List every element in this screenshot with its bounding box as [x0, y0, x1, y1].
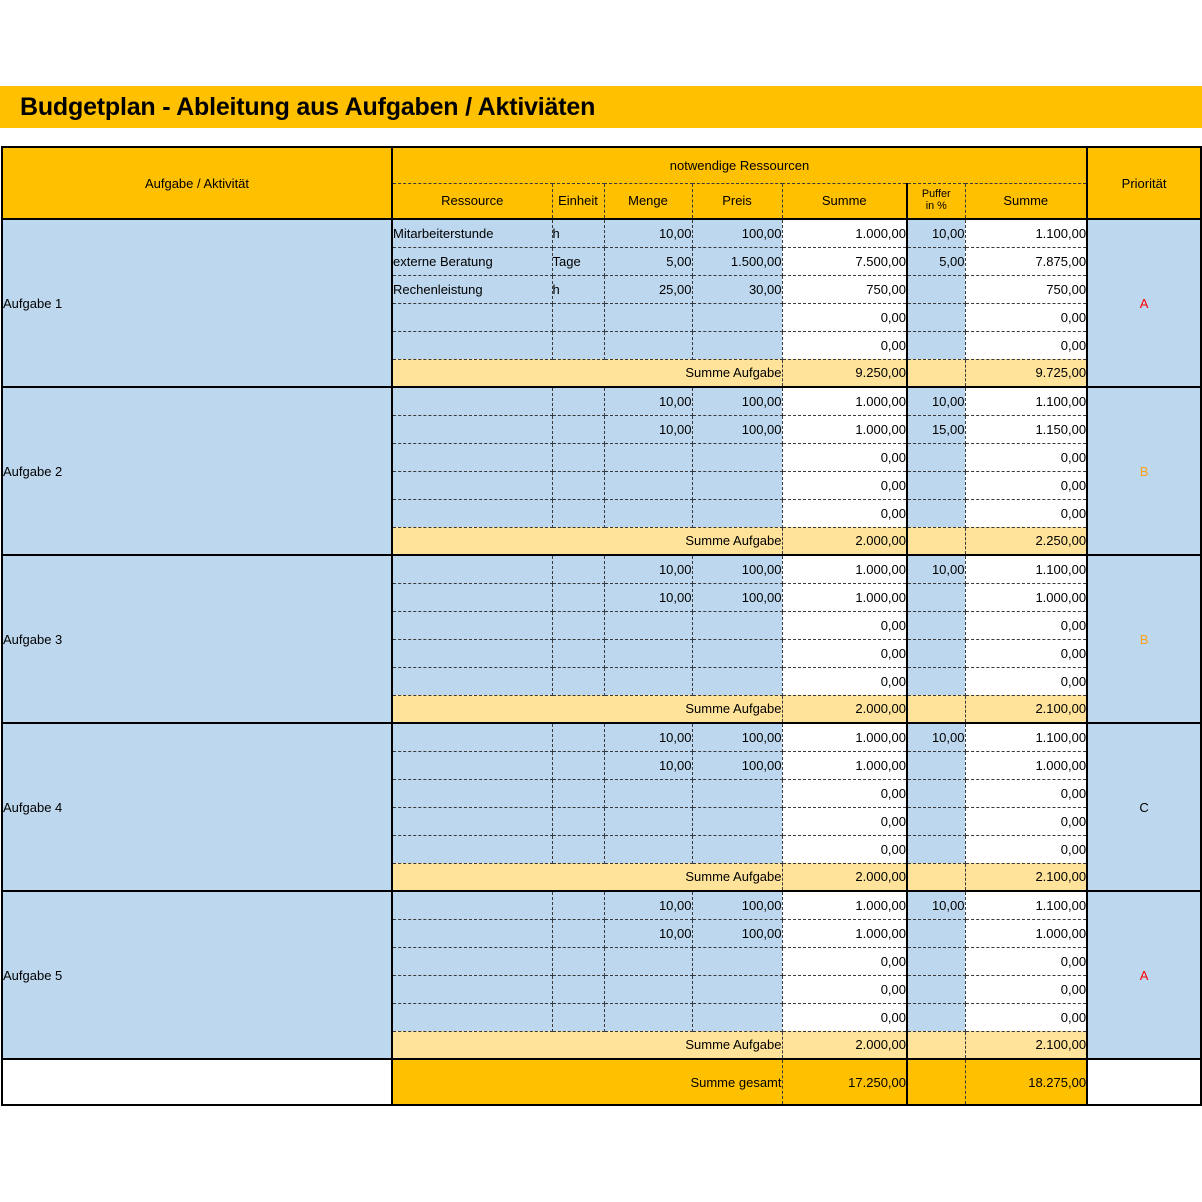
- cell-price[interactable]: [692, 443, 782, 471]
- cell-buffer[interactable]: [907, 751, 965, 779]
- cell-sum-buffered[interactable]: 0,00: [965, 331, 1087, 359]
- cell-sum[interactable]: 0,00: [782, 611, 907, 639]
- cell-sum[interactable]: 1.000,00: [782, 387, 907, 415]
- cell-quantity[interactable]: 10,00: [604, 219, 692, 247]
- cell-price[interactable]: [692, 471, 782, 499]
- cell-buffer[interactable]: [907, 303, 965, 331]
- header-buffer-line2: in %: [925, 199, 947, 212]
- budget-table: [1, 146, 1202, 1106]
- cell-sum[interactable]: 1.000,00: [782, 583, 907, 611]
- cell-buffer[interactable]: [907, 1003, 965, 1031]
- cell-resource[interactable]: [392, 667, 552, 695]
- cell-resource[interactable]: [392, 1003, 552, 1031]
- cell-buffer[interactable]: [907, 779, 965, 807]
- header-resource-group: notwendige Ressourcen: [392, 147, 1087, 183]
- cell-unit[interactable]: [552, 751, 604, 779]
- priority-badge[interactable]: B: [1087, 555, 1201, 723]
- task-name-cell[interactable]: Aufgabe 3: [2, 555, 392, 723]
- cell-quantity[interactable]: [604, 499, 692, 527]
- grand-total-label: Summe gesamt: [392, 1059, 782, 1105]
- header-task: Aufgabe / Aktivität: [2, 147, 392, 219]
- cell-sum-buffered[interactable]: 0,00: [965, 443, 1087, 471]
- cell-resource[interactable]: [392, 443, 552, 471]
- cell-quantity[interactable]: [604, 471, 692, 499]
- cell-resource[interactable]: [392, 751, 552, 779]
- cell-price[interactable]: [692, 807, 782, 835]
- cell-sum-buffered[interactable]: 1.000,00: [965, 751, 1087, 779]
- cell-resource[interactable]: Rechenleistung: [392, 275, 552, 303]
- task-name-cell[interactable]: Aufgabe 2: [2, 387, 392, 555]
- task-sum-value: 2.000,00: [782, 527, 907, 555]
- cell-sum[interactable]: 7.500,00: [782, 247, 907, 275]
- cell-sum-buffered[interactable]: 0,00: [965, 667, 1087, 695]
- cell-sum-buffered[interactable]: 1.100,00: [965, 555, 1087, 583]
- cell-buffer[interactable]: 10,00: [907, 723, 965, 751]
- cell-buffer[interactable]: 10,00: [907, 219, 965, 247]
- cell-unit[interactable]: h: [552, 275, 604, 303]
- grand-total-buffer-blank: [907, 1059, 965, 1105]
- cell-sum-buffered[interactable]: 0,00: [965, 975, 1087, 1003]
- task-sum-buffer-blank: [907, 359, 965, 387]
- cell-unit[interactable]: [552, 639, 604, 667]
- cell-quantity[interactable]: [604, 639, 692, 667]
- cell-sum[interactable]: 0,00: [782, 331, 907, 359]
- task-sum-value: 9.250,00: [782, 359, 907, 387]
- cell-unit[interactable]: [552, 835, 604, 863]
- cell-sum-buffered[interactable]: 1.000,00: [965, 583, 1087, 611]
- table-header: [2, 147, 1201, 219]
- cell-unit[interactable]: [552, 415, 604, 443]
- cell-buffer[interactable]: [907, 499, 965, 527]
- cell-buffer[interactable]: [907, 639, 965, 667]
- header-buffer: [907, 183, 965, 219]
- cell-sum-buffered[interactable]: 0,00: [965, 499, 1087, 527]
- cell-price[interactable]: 30,00: [692, 275, 782, 303]
- cell-quantity[interactable]: 5,00: [604, 247, 692, 275]
- priority-badge[interactable]: A: [1087, 891, 1201, 1059]
- cell-sum-buffered[interactable]: 750,00: [965, 275, 1087, 303]
- cell-price[interactable]: 100,00: [692, 555, 782, 583]
- task-sum-buffer-blank: [907, 863, 965, 891]
- cell-sum[interactable]: 750,00: [782, 275, 907, 303]
- cell-buffer[interactable]: [907, 583, 965, 611]
- cell-sum[interactable]: 0,00: [782, 443, 907, 471]
- cell-quantity[interactable]: [604, 975, 692, 1003]
- cell-buffer[interactable]: [907, 275, 965, 303]
- table-row: [2, 891, 1201, 919]
- cell-buffer[interactable]: [907, 835, 965, 863]
- task-sum-label: Summe Aufgabe: [392, 359, 782, 387]
- cell-buffer[interactable]: [907, 443, 965, 471]
- cell-sum[interactable]: 1.000,00: [782, 415, 907, 443]
- cell-resource[interactable]: [392, 499, 552, 527]
- cell-price[interactable]: [692, 639, 782, 667]
- cell-resource[interactable]: externe Beratung: [392, 247, 552, 275]
- cell-buffer[interactable]: [907, 331, 965, 359]
- task-name-cell[interactable]: Aufgabe 1: [2, 219, 392, 387]
- cell-quantity[interactable]: [604, 443, 692, 471]
- cell-quantity[interactable]: 10,00: [604, 891, 692, 919]
- cell-sum-buffered[interactable]: 1.100,00: [965, 219, 1087, 247]
- cell-price[interactable]: [692, 303, 782, 331]
- cell-resource[interactable]: [392, 583, 552, 611]
- cell-resource[interactable]: [392, 387, 552, 415]
- cell-sum-buffered[interactable]: 0,00: [965, 779, 1087, 807]
- cell-sum[interactable]: 0,00: [782, 667, 907, 695]
- cell-buffer[interactable]: 10,00: [907, 387, 965, 415]
- table-row: [2, 555, 1201, 583]
- cell-unit[interactable]: [552, 471, 604, 499]
- cell-buffer[interactable]: 10,00: [907, 891, 965, 919]
- task-sum-label: Summe Aufgabe: [392, 695, 782, 723]
- task-sum-buffer-blank: [907, 1031, 965, 1059]
- header-unit: Einheit: [552, 183, 604, 219]
- cell-quantity[interactable]: [604, 835, 692, 863]
- cell-unit[interactable]: [552, 443, 604, 471]
- task-sum-value: 2.000,00: [782, 695, 907, 723]
- cell-quantity[interactable]: 10,00: [604, 751, 692, 779]
- cell-resource[interactable]: [392, 807, 552, 835]
- cell-price[interactable]: 100,00: [692, 751, 782, 779]
- grand-total-value: 17.250,00: [782, 1059, 907, 1105]
- cell-buffer[interactable]: [907, 807, 965, 835]
- task-sum-value: 2.000,00: [782, 1031, 907, 1059]
- cell-unit[interactable]: [552, 919, 604, 947]
- cell-sum[interactable]: 0,00: [782, 779, 907, 807]
- cell-sum[interactable]: 0,00: [782, 835, 907, 863]
- cell-sum-buffered[interactable]: 0,00: [965, 1003, 1087, 1031]
- cell-quantity[interactable]: [604, 947, 692, 975]
- cell-unit[interactable]: [552, 303, 604, 331]
- cell-unit[interactable]: [552, 387, 604, 415]
- cell-buffer[interactable]: [907, 975, 965, 1003]
- cell-buffer[interactable]: [907, 947, 965, 975]
- cell-buffer[interactable]: 10,00: [907, 555, 965, 583]
- cell-sum[interactable]: 0,00: [782, 947, 907, 975]
- task-sum-label: Summe Aufgabe: [392, 1031, 782, 1059]
- cell-price[interactable]: [692, 1003, 782, 1031]
- cell-quantity[interactable]: [604, 779, 692, 807]
- cell-sum-buffered[interactable]: 0,00: [965, 835, 1087, 863]
- cell-price[interactable]: [692, 611, 782, 639]
- cell-quantity[interactable]: [604, 611, 692, 639]
- cell-sum[interactable]: 1.000,00: [782, 751, 907, 779]
- header-buffer-line1: Puffer: [921, 188, 951, 201]
- cell-price[interactable]: [692, 499, 782, 527]
- table-body: [2, 219, 1201, 1105]
- cell-price[interactable]: 1.500,00: [692, 247, 782, 275]
- task-name-cell[interactable]: Aufgabe 4: [2, 723, 392, 891]
- cell-buffer[interactable]: [907, 919, 965, 947]
- grand-total-priority-blank: [1087, 1059, 1201, 1105]
- grand-total-buffered-value: 18.275,00: [965, 1059, 1087, 1105]
- header-sum: Summe: [782, 183, 907, 219]
- cell-unit[interactable]: [552, 331, 604, 359]
- cell-sum-buffered[interactable]: 1.100,00: [965, 387, 1087, 415]
- cell-price[interactable]: 100,00: [692, 219, 782, 247]
- cell-price[interactable]: 100,00: [692, 415, 782, 443]
- task-sum-buffered-value: 2.100,00: [965, 1031, 1087, 1059]
- cell-buffer[interactable]: 15,00: [907, 415, 965, 443]
- cell-unit[interactable]: [552, 947, 604, 975]
- header-price: Preis: [692, 183, 782, 219]
- cell-sum-buffered[interactable]: 0,00: [965, 471, 1087, 499]
- priority-badge[interactable]: C: [1087, 723, 1201, 891]
- cell-sum[interactable]: 1.000,00: [782, 219, 907, 247]
- cell-unit[interactable]: [552, 611, 604, 639]
- table-row: [2, 219, 1201, 247]
- cell-quantity[interactable]: 10,00: [604, 919, 692, 947]
- cell-unit[interactable]: [552, 555, 604, 583]
- task-sum-label: Summe Aufgabe: [392, 863, 782, 891]
- cell-price[interactable]: [692, 835, 782, 863]
- cell-price[interactable]: 100,00: [692, 891, 782, 919]
- cell-resource[interactable]: [392, 947, 552, 975]
- cell-price[interactable]: [692, 779, 782, 807]
- cell-quantity[interactable]: 10,00: [604, 555, 692, 583]
- cell-buffer[interactable]: [907, 471, 965, 499]
- task-sum-buffered-value: 2.100,00: [965, 863, 1087, 891]
- cell-quantity[interactable]: [604, 1003, 692, 1031]
- task-name-cell[interactable]: Aufgabe 5: [2, 891, 392, 1059]
- priority-badge[interactable]: B: [1087, 387, 1201, 555]
- header-quantity: Menge: [604, 183, 692, 219]
- task-sum-value: 2.000,00: [782, 863, 907, 891]
- cell-resource[interactable]: [392, 303, 552, 331]
- cell-sum-buffered[interactable]: 1.000,00: [965, 919, 1087, 947]
- cell-price[interactable]: 100,00: [692, 583, 782, 611]
- cell-quantity[interactable]: [604, 331, 692, 359]
- cell-resource[interactable]: [392, 891, 552, 919]
- cell-resource[interactable]: [392, 415, 552, 443]
- cell-sum[interactable]: 1.000,00: [782, 555, 907, 583]
- cell-resource[interactable]: [392, 331, 552, 359]
- cell-unit[interactable]: [552, 975, 604, 1003]
- cell-sum[interactable]: 0,00: [782, 303, 907, 331]
- cell-resource[interactable]: [392, 555, 552, 583]
- cell-quantity[interactable]: 10,00: [604, 583, 692, 611]
- cell-sum[interactable]: 0,00: [782, 499, 907, 527]
- grand-total-left-blank: [2, 1059, 392, 1105]
- cell-sum-buffered[interactable]: 0,00: [965, 947, 1087, 975]
- cell-price[interactable]: [692, 975, 782, 1003]
- cell-sum[interactable]: 0,00: [782, 639, 907, 667]
- cell-buffer[interactable]: [907, 611, 965, 639]
- task-sum-label: Summe Aufgabe: [392, 527, 782, 555]
- cell-sum-buffered[interactable]: 0,00: [965, 639, 1087, 667]
- cell-unit[interactable]: [552, 499, 604, 527]
- cell-price[interactable]: [692, 331, 782, 359]
- cell-price[interactable]: 100,00: [692, 919, 782, 947]
- cell-unit[interactable]: [552, 583, 604, 611]
- cell-quantity[interactable]: [604, 807, 692, 835]
- cell-quantity[interactable]: [604, 303, 692, 331]
- cell-resource[interactable]: [392, 639, 552, 667]
- cell-unit[interactable]: h: [552, 219, 604, 247]
- task-sum-buffer-blank: [907, 527, 965, 555]
- priority-badge[interactable]: A: [1087, 219, 1201, 387]
- cell-price[interactable]: [692, 947, 782, 975]
- cell-resource[interactable]: [392, 471, 552, 499]
- cell-sum-buffered[interactable]: 1.100,00: [965, 723, 1087, 751]
- header-resource: Ressource: [392, 183, 552, 219]
- header-sum-buffered: Summe: [965, 183, 1087, 219]
- task-sum-buffered-value: 9.725,00: [965, 359, 1087, 387]
- header-priority: Priorität: [1087, 147, 1201, 219]
- cell-sum-buffered[interactable]: 0,00: [965, 611, 1087, 639]
- cell-sum[interactable]: 0,00: [782, 1003, 907, 1031]
- cell-unit[interactable]: Tage: [552, 247, 604, 275]
- cell-price[interactable]: [692, 667, 782, 695]
- cell-resource[interactable]: [392, 975, 552, 1003]
- task-sum-buffered-value: 2.250,00: [965, 527, 1087, 555]
- cell-sum-buffered[interactable]: 0,00: [965, 303, 1087, 331]
- cell-quantity[interactable]: 10,00: [604, 387, 692, 415]
- grand-total-row: [2, 1059, 1201, 1105]
- cell-resource[interactable]: [392, 611, 552, 639]
- cell-sum-buffered[interactable]: 1.100,00: [965, 891, 1087, 919]
- table-row: [2, 387, 1201, 415]
- cell-sum-buffered[interactable]: 0,00: [965, 807, 1087, 835]
- cell-unit[interactable]: [552, 667, 604, 695]
- cell-resource[interactable]: [392, 723, 552, 751]
- cell-price[interactable]: 100,00: [692, 387, 782, 415]
- cell-buffer[interactable]: [907, 667, 965, 695]
- cell-unit[interactable]: [552, 779, 604, 807]
- cell-sum[interactable]: 1.000,00: [782, 723, 907, 751]
- cell-quantity[interactable]: 10,00: [604, 415, 692, 443]
- cell-unit[interactable]: [552, 723, 604, 751]
- cell-resource[interactable]: Mitarbeiterstunde: [392, 219, 552, 247]
- cell-price[interactable]: 100,00: [692, 723, 782, 751]
- cell-resource[interactable]: [392, 779, 552, 807]
- task-sum-buffer-blank: [907, 695, 965, 723]
- page-title: Budgetplan - Ableitung aus Aufgaben / Aktiviäten: [20, 92, 596, 121]
- cell-quantity[interactable]: 10,00: [604, 723, 692, 751]
- cell-buffer[interactable]: 5,00: [907, 247, 965, 275]
- title-banner: [0, 86, 1202, 128]
- cell-unit[interactable]: [552, 1003, 604, 1031]
- table-row: [2, 723, 1201, 751]
- cell-sum[interactable]: 0,00: [782, 975, 907, 1003]
- cell-resource[interactable]: [392, 919, 552, 947]
- cell-quantity[interactable]: 25,00: [604, 275, 692, 303]
- cell-unit[interactable]: [552, 807, 604, 835]
- cell-resource[interactable]: [392, 835, 552, 863]
- cell-sum[interactable]: 0,00: [782, 471, 907, 499]
- cell-sum[interactable]: 1.000,00: [782, 891, 907, 919]
- cell-quantity[interactable]: [604, 667, 692, 695]
- cell-sum[interactable]: 0,00: [782, 807, 907, 835]
- cell-sum[interactable]: 1.000,00: [782, 919, 907, 947]
- task-sum-buffered-value: 2.100,00: [965, 695, 1087, 723]
- cell-sum-buffered[interactable]: 1.150,00: [965, 415, 1087, 443]
- cell-sum-buffered[interactable]: 7.875,00: [965, 247, 1087, 275]
- cell-unit[interactable]: [552, 891, 604, 919]
